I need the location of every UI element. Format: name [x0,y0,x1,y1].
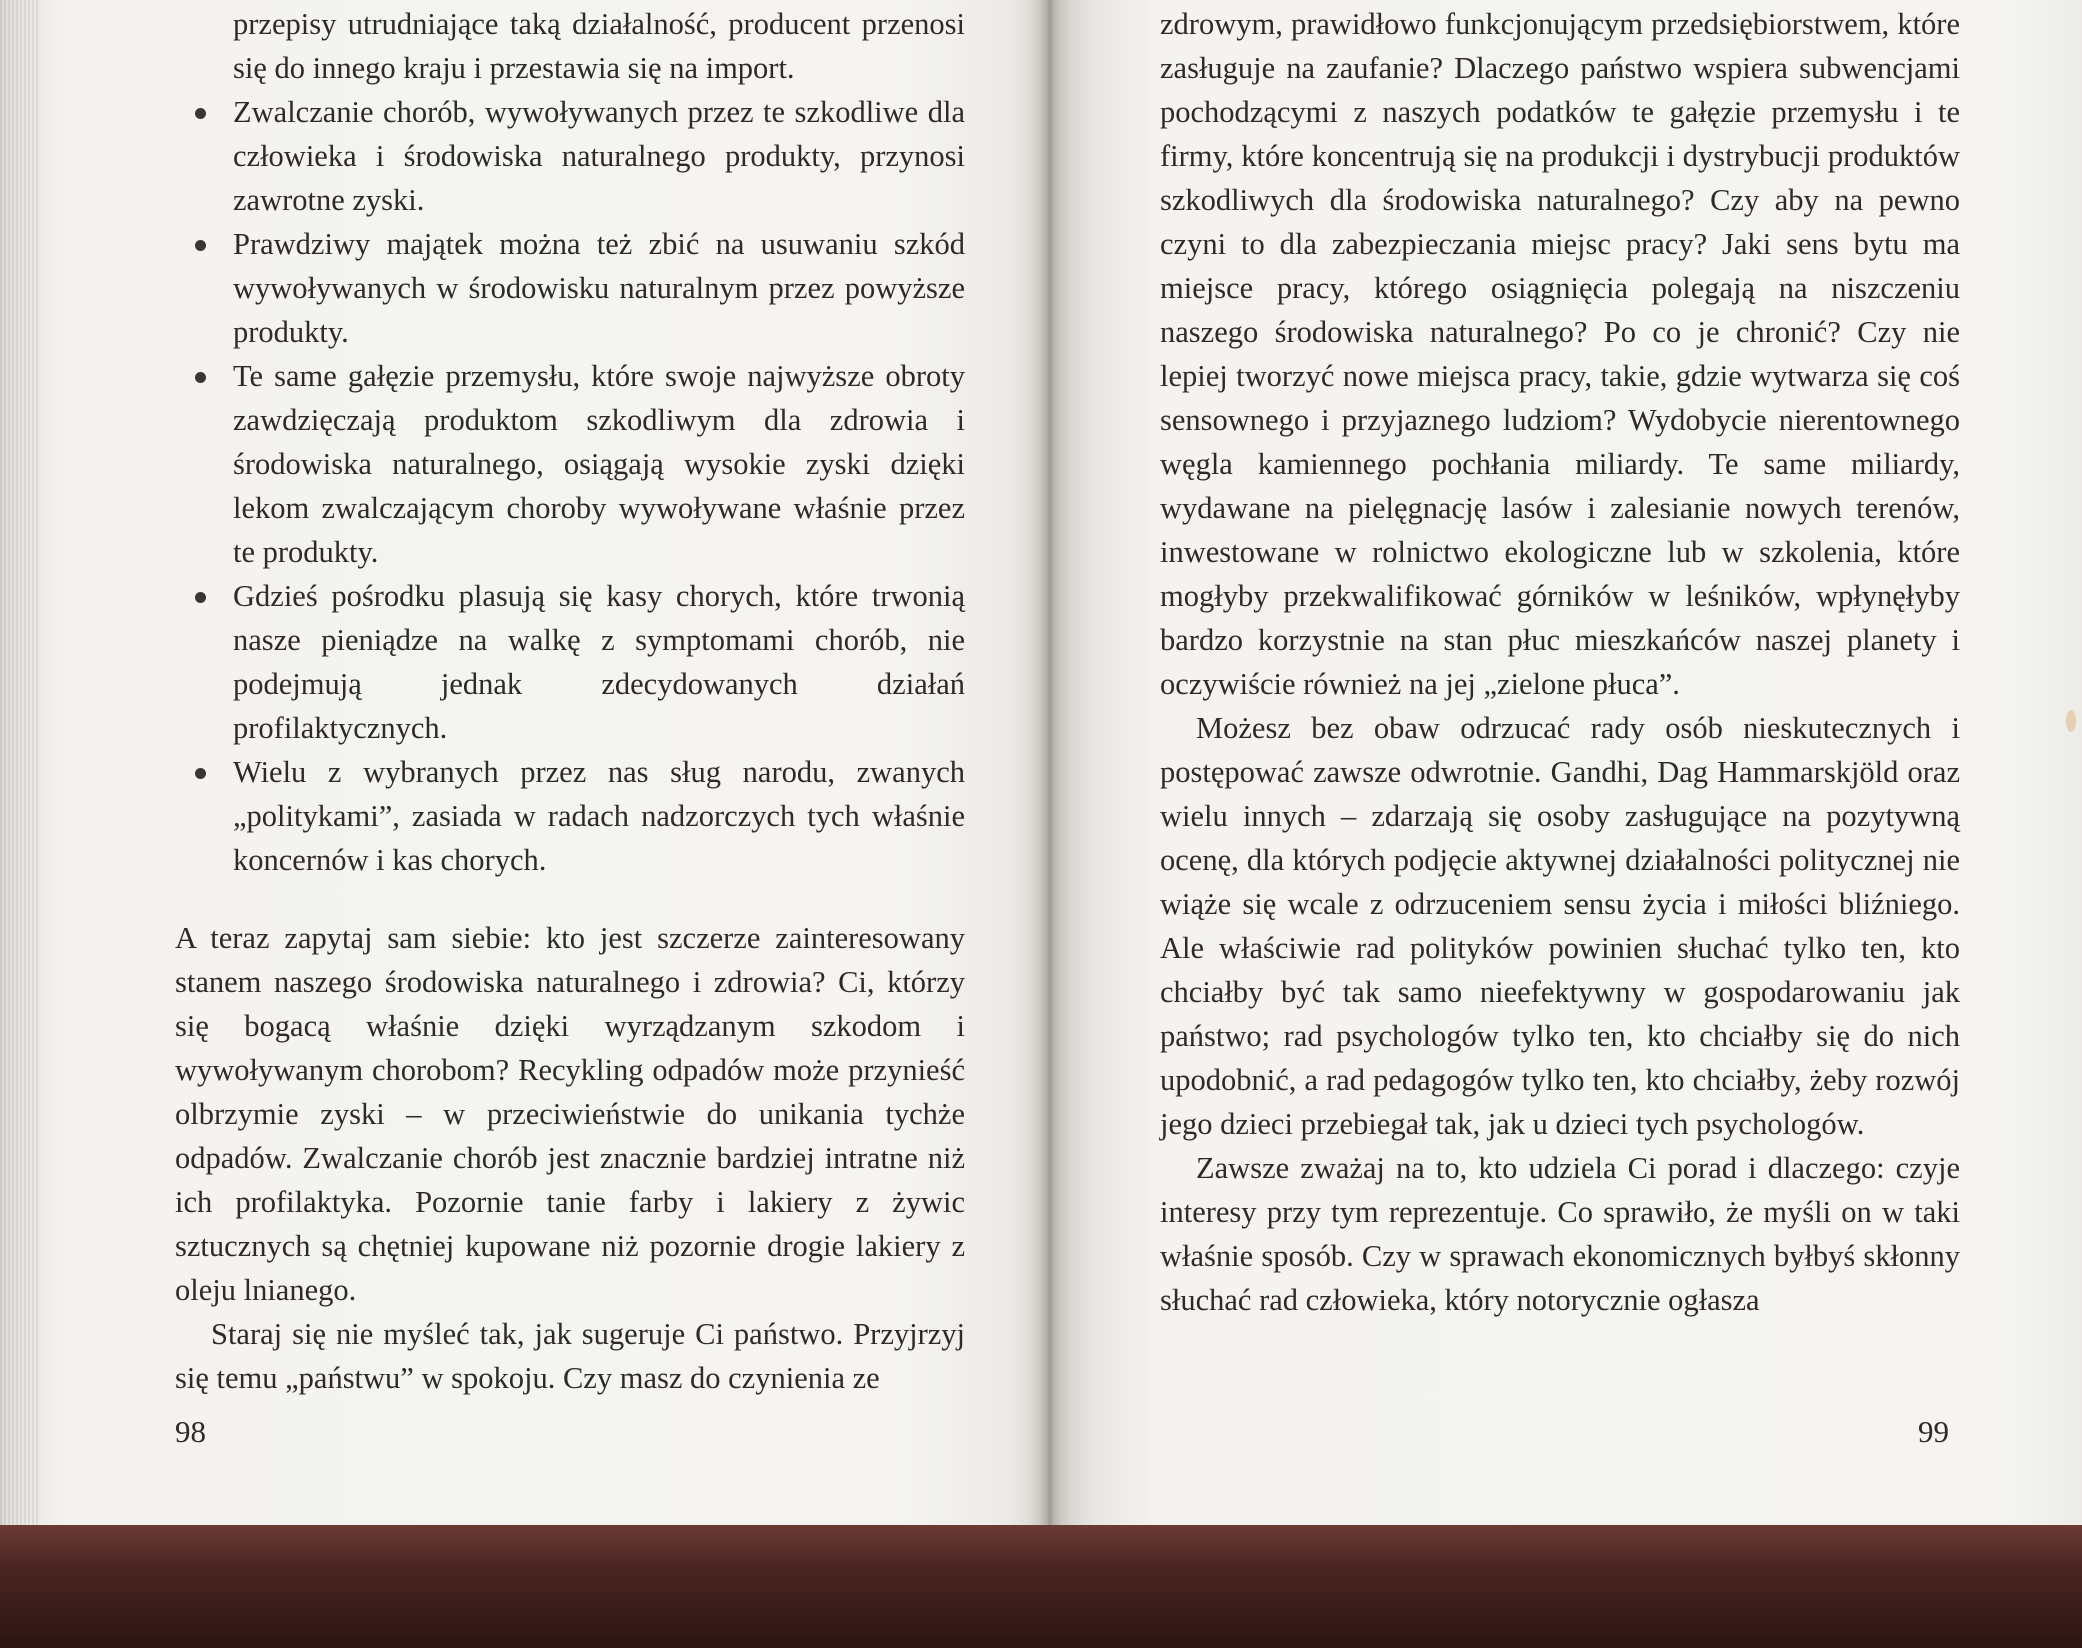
bullet-text: Prawdziwy majątek można też zbić na usuwaniu szkód wywoływanych w środowisku naturalnym przez powyższe produkty. [233,227,965,349]
bullet-text: Gdzieś pośrodku plasują się kasy chorych, które trwonią nasze pieniądze na walkę z symptomami chorób, nie podejmują jednak zdecydowanych działań profilaktycznych. [233,579,965,745]
bullet-item [175,750,965,882]
body-paragraph: A teraz zapytaj sam siebie: kto jest szczerze zainteresowany stanem naszego środowiska naturalnego i zdrowia? Ci, którzy się bogacą właśnie dzięki wyrządzanym szkodom i wywoływanym chorobom? Recykling odpadów może przynieść olbrzymie zyski – w przeciwieństwie do unikania tychże odpadów. Zwalczanie chorób jest znacznie bardziej intratne niż ich profilaktyka. Pozornie tanie farby i lakiery z żywic sztucznych są chętniej kupowane niż pozornie drogie lakiery z oleju lnianego. [175,921,965,1307]
page-edges [0,0,40,1525]
book-gutter [1030,0,1070,1525]
bullet-icon [195,592,206,603]
bullet-icon [195,768,206,779]
bullet-icon [195,372,206,383]
body-paragraph: Staraj się nie myśleć tak, jak sugeruje Ci państwo. Przyjrzyj się temu „państwu” w spokoju. Czy masz do czynienia ze [175,1317,965,1395]
page-number: 98 [175,1414,206,1449]
bullet-item [175,222,965,354]
book-cover-edge [0,1525,2082,1648]
right-page-text [1160,2,1960,1322]
bullet-continuation [175,2,965,90]
body-paragraph: Możesz bez obaw odrzucać rady osób nieskutecznych i postępować zawsze odwrotnie. Gandhi, Dag Hammarskjöld oraz wielu innych – zdarzają się osoby zasługujące na pozytywną ocenę, dla których podjęcie aktywnej działalności politycznej nie wiąże się wcale z odrzuceniem sensu życia i miłości bliźniego. Ale właściwie rad polityków powinien słuchać tylko ten, kto chciałby być tak samo nieefektywny w gospodarowaniu jak państwo; rad psychologów tylko ten, kto chciałby się do nich upodobnić, a rad pedagogów tylko ten, kto chciałby, żeby rozwój jego dzieci przebiegał tak, jak u dzieci tych psychologów. [1160,711,1960,1141]
bullet-item [175,90,965,222]
right-page [1048,0,2082,1525]
bullet-list [175,2,965,882]
left-page-text [175,2,965,1400]
bullet-icon [195,240,206,251]
bullet-text: Wielu z wybranych przez nas sług narodu, zwanych „politykami”, zasiada w radach nadzorczych tych właśnie koncernów i kas chorych. [233,755,965,877]
bullet-item [175,354,965,574]
section-spacer [175,882,965,916]
page-number: 99 [1918,1414,1949,1449]
bullet-icon [195,108,206,119]
bullet-item [175,574,965,750]
left-page [0,0,1048,1525]
bullet-text: Te same gałęzie przemysłu, które swoje najwyższe obroty zawdzięczają produktom szkodliwym dla zdrowia i środowiska naturalnego, osiągają wysokie zyski dzięki lekom zwalczającym choroby wywoływane właśnie przez te produkty. [233,359,965,569]
bullet-text: Zwalczanie chorób, wywoływanych przez te szkodliwe dla człowieka i środowiska naturalnego produkty, przynosi zawrotne zyski. [233,95,965,217]
bullet-text: przepisy utrudniające taką działalność, producent przenosi się do innego kraju i przestawia się na import. [233,7,965,85]
body-paragraph: Zawsze zważaj na to, kto udziela Ci porad i dlaczego: czyje interesy przy tym reprezentuje. Co sprawiło, że myśli on w taki właśnie sposób. Czy w sprawach ekonomicznych byłbyś skłonny słuchać rad człowieka, który notorycznie ogłasza [1160,1151,1960,1317]
paper-stain [2066,710,2076,732]
body-paragraph: zdrowym, prawidłowo funkcjonującym przedsiębiorstwem, które zasługuje na zaufanie? Dlaczego państwo wspiera subwencjami pochodzącymi z naszych podatków te gałęzie przemysłu i te firmy, które koncentrują się na produkcji i dystrybucji produktów szkodliwych dla środowiska naturalnego? Czy aby na pewno czyni to dla zabezpieczania miejsc pracy? Jaki sens bytu ma miejsce pracy, którego osiągnięcia polegają na niszczeniu naszego środowiska naturalnego? Po co je chronić? Czy nie lepiej tworzyć nowe miejsca pracy, takie, gdzie wytwarza się coś sensownego i przyjaznego ludziom? Wydobycie nierentownego węgla kamiennego pochłania miliardy. Te same miliardy, wydawane na pielęgnację lasów i zalesianie nowych terenów, inwestowane w rolnictwo ekologiczne lub w szkolenia, które mogłyby przekwalifikować górników w leśników, wpłynęłyby bardzo korzystnie na stan płuc mieszkańców naszej planety i oczywiście również na jej „zielone płuca”. [1160,7,1960,701]
